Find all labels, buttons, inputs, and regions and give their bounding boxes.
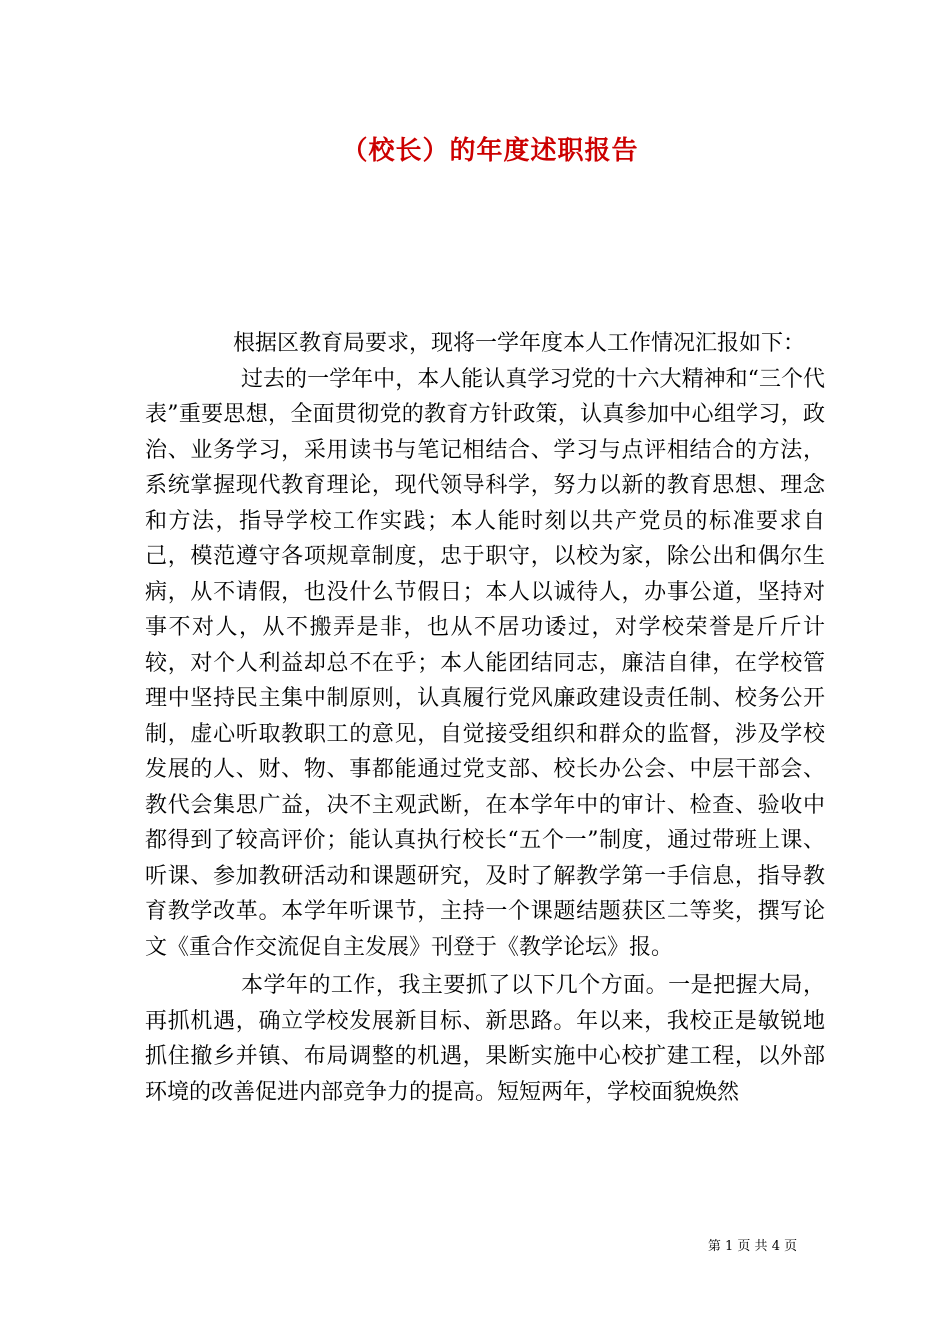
paragraph-work-summary: 本学年的工作，我主要抓了以下几个方面。一是把握大局，再抓机遇，确立学校发展新目标、新思路。年以来，我校正是敏锐地抓住撤乡并镇、布局调整的机遇，果断实施中心校扩建工程，以外部环境的改善促进内部竞争力的提高。短短两年，学校面貌焕然: [145, 973, 825, 1105]
paragraph-intro: 根据区教育局要求，现将一学年度本人工作情况汇报如下：: [233, 331, 806, 356]
page-footer: 第 1 页 共 4 页: [707, 1239, 798, 1254]
paragraph-self-review: 过去的一学年中，本人能认真学习党的十六大精神和“三个代表”重要思想，全面贯彻党的教育方针政策，认真参加中心组学习，政治、业务学习，采用读书与笔记相结合、学习与点评相结合的方法，系统掌握现代教育理论，现代领导科学，努力以新的教育思想、理念和方法，指导学校工作实践；本人能时刻以共产党员的标准要求自己，模范遵守各项规章制度，忠于职守，以校为家，除公出和偶尔生病，从不请假，也没什么节假日；本人以诚待人，办事公道，坚持对事不对人，从不搬弄是非，也从不居功诿过，对学校荣誉是斤斤计较，对个人利益却总不在乎；本人能团结同志，廉洁自律，在学校管理中坚持民主集中制原则，认真履行党风廉政建设责任制、校务公开制，虚心听取教职工的意见，自觉接受组织和群众的监督，涉及学校发展的人、财、物、事都能通过党支部、校长办公会、中层干部会、教代会集思广益，决不主观武断，在本学年中的审计、检查、验收中都得到了较高评价；能认真执行校长“五个一”制度，通过带班上课、听课、参加教研活动和课题研究，及时了解教学第一手信息，指导教育教学改革。本学年听课节，主持一个课题结题获区二等奖，撰写论文《重合作交流促自主发展》刊登于《教学论坛》报。: [145, 366, 825, 960]
document-title: （校长）的年度述职报告: [341, 136, 639, 166]
document-body: [145, 326, 825, 1110]
